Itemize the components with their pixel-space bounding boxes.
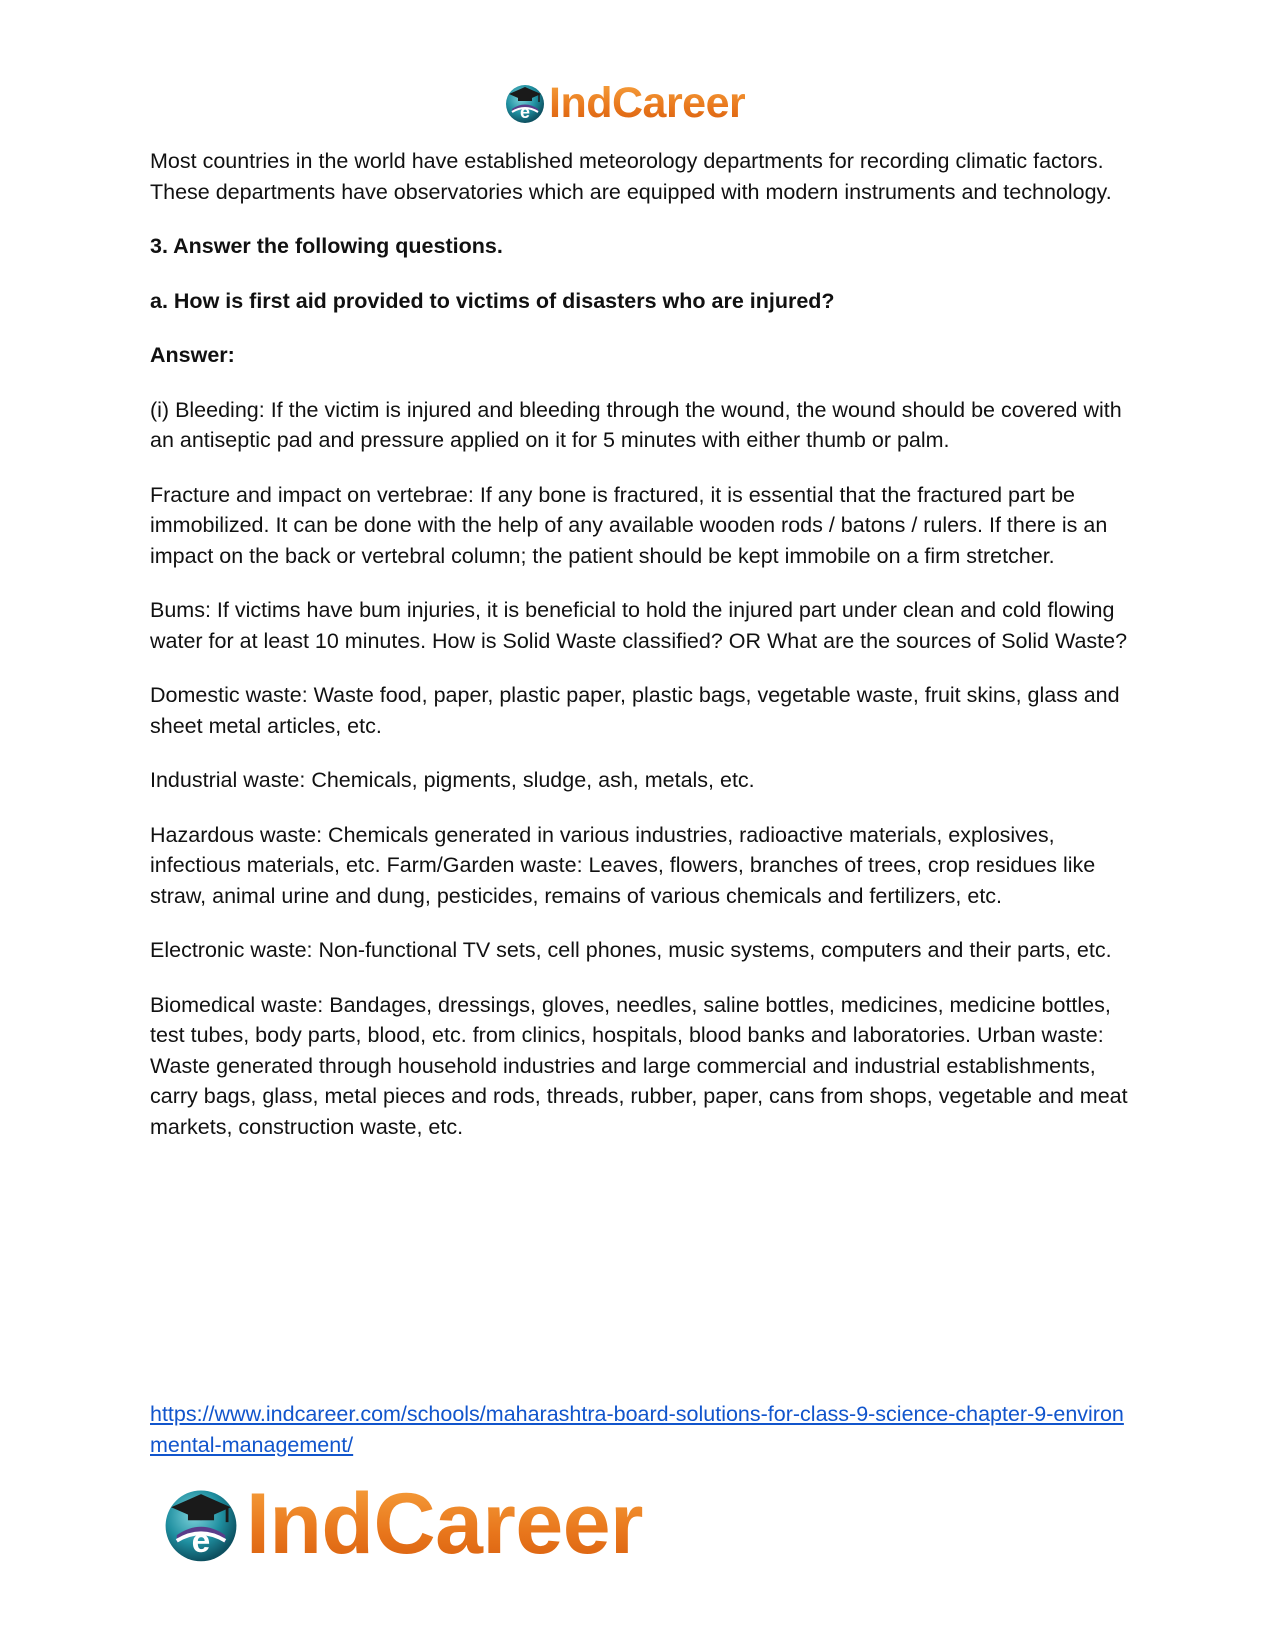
- logo-wordmark: IndCareer: [549, 78, 746, 127]
- indcareer-logo-top: [503, 76, 745, 130]
- logo-e-letter: e: [519, 102, 531, 122]
- answer-label: Answer:: [150, 343, 235, 367]
- paragraph-industrial-waste: Industrial waste: Chemicals, pigments, sludge, ash, metals, etc.: [150, 768, 755, 792]
- source-link[interactable]: https://www.indcareer.com/schools/maharashtra-board-solutions-for-class-9-science-chapter-9-environmental-management/: [150, 1402, 1124, 1457]
- document-body: [150, 146, 1140, 1166]
- indcareer-logo-bottom: [160, 1476, 643, 1572]
- paragraph-electronic-waste: Electronic waste: Non-functional TV sets, cell phones, music systems, computers and their parts, etc.: [150, 938, 1112, 962]
- paragraph-biomedical-waste: Biomedical waste: Bandages, dressings, gloves, needles, saline bottles, medicines, medicine bottles, test tubes, body parts, blood, etc. from clinics, hospitals, blood banks and laboratories. Urban waste: Waste generated through household industries and large commercial and industrial establishments, carry bags, glass, metal pieces and rods, threads, rubber, paper, cans from shops, vegetable and meat markets, construction waste, etc.: [150, 992, 1128, 1139]
- globe-graduation-cap-icon: [160, 1483, 242, 1565]
- section-heading: 3. Answer the following questions.: [150, 234, 503, 258]
- paragraph-domestic-waste: Domestic waste: Waste food, paper, plastic paper, plastic bags, vegetable waste, fruit skins, glass and sheet metal articles, etc.: [150, 683, 1120, 738]
- paragraph-burns: Bums: If victims have bum injuries, it is beneficial to hold the injured part under clean and cold flowing water for at least 10 minutes. How is Solid Waste classified? OR What are the sources of Solid Waste?: [150, 598, 1128, 653]
- paragraph-bleeding: (i) Bleeding: If the victim is injured and bleeding through the wound, the wound should be covered with an antiseptic pad and pressure applied on it for 5 minutes with either thumb or palm.: [150, 397, 1122, 452]
- globe-graduation-cap-icon: [503, 81, 547, 125]
- intro-paragraph: Most countries in the world have established meteorology departments for recording climatic factors. These departments have observatories which are equipped with modern instruments and technology.: [150, 149, 1112, 204]
- question-heading: a. How is first aid provided to victims of disasters who are injured?: [150, 288, 835, 313]
- logo-wordmark: IndCareer: [246, 1476, 643, 1572]
- paragraph-fracture: Fracture and impact on vertebrae: If any bone is fractured, it is essential that the fractured part be immobilized. It can be done with the help of any available wooden rods / batons / rulers. If there is an impact on the back or vertebral column; the patient should be kept immobile on a firm stretcher.: [150, 482, 1108, 568]
- paragraph-hazardous-waste: Hazardous waste: Chemicals generated in various industries, radioactive materials, explosives, infectious materials, etc. Farm/Garden waste: Leaves, flowers, branches of trees, crop residues like straw, animal urine and dung, pesticides, remains of various chemicals and fertilizers, etc.: [150, 822, 1096, 908]
- logo-e-letter: e: [191, 1522, 211, 1560]
